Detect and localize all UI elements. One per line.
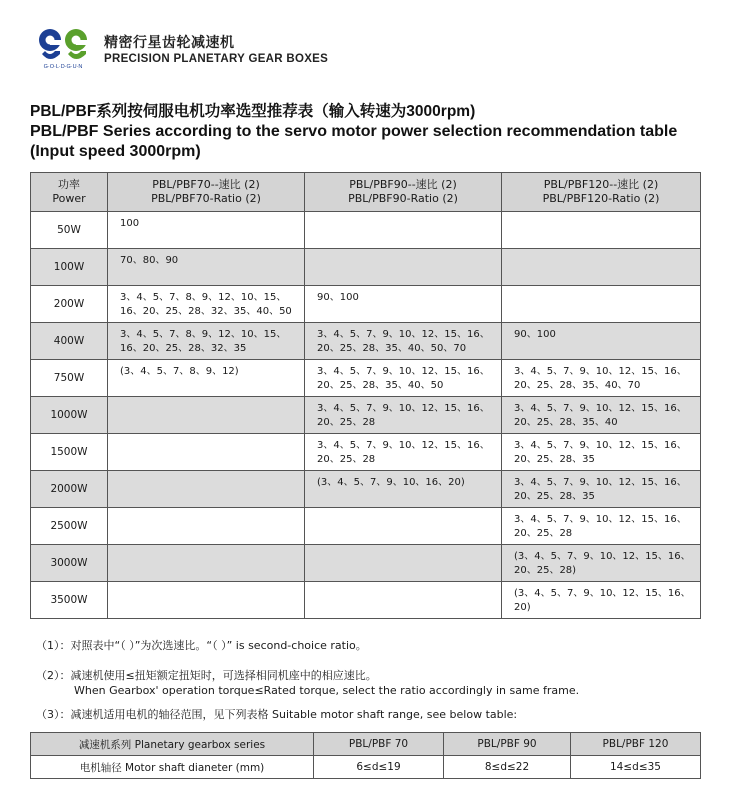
- ratio-cell-pbf120: [502, 397, 701, 434]
- table-body: [31, 212, 701, 619]
- ratio-cell-pbf90: [305, 397, 502, 434]
- ratio-line: 20): [514, 602, 531, 613]
- table-row: [31, 545, 701, 582]
- power-cell: 1000W: [31, 397, 108, 434]
- table-row: [31, 508, 701, 545]
- table-row: [31, 397, 701, 434]
- shaft-header-row: [31, 733, 701, 756]
- title-en-line2: (Input speed 3000rpm): [30, 143, 201, 160]
- ratio-cell-pbf120: [502, 471, 701, 508]
- power-cell: 750W: [31, 360, 108, 397]
- ratio-line: 3、4、5、7、9、10、12、15、16、: [514, 366, 687, 377]
- power-cell: 1500W: [31, 434, 108, 471]
- ratio-line: 3、4、5、7、9、10、12、15、16、: [317, 440, 490, 451]
- ratio-line: 20、25、28: [317, 454, 376, 465]
- ratio-line: 3、4、5、7、9、10、12、15、16、: [317, 403, 490, 414]
- ratio-cell-pbf70: [108, 471, 305, 508]
- ratio-cell-pbf90: [305, 212, 502, 249]
- note-2-en: When Gearbox' operation torque≤Rated torque, select the ratio accordingly in same frame.: [74, 684, 580, 697]
- ratio-cell-pbf70: [108, 212, 305, 249]
- power-cell: 50W: [31, 212, 108, 249]
- page-title: [30, 102, 710, 162]
- logo-subtext: G·O·L·D·G·U·N: [43, 64, 83, 70]
- ratio-line: 3、4、5、7、9、10、12、15、16、: [514, 477, 687, 488]
- table-header-row: [31, 173, 701, 212]
- ratio-line: 3、4、5、7、9、10、12、15、16、: [514, 403, 687, 414]
- ratio-cell-pbf70: [108, 249, 305, 286]
- ratio-line: 16、20、25、28、32、35、40、50: [120, 306, 292, 317]
- ratio-cell-pbf120: [502, 582, 701, 619]
- table-row: [31, 249, 701, 286]
- brand-name-cn: 精密行星齿轮减速机: [104, 35, 235, 51]
- ratio-cell-pbf70: [108, 508, 305, 545]
- power-cell: 2500W: [31, 508, 108, 545]
- ratio-line: 20、25、28、35、40、50: [317, 380, 444, 391]
- goldgun-logo: [36, 24, 94, 70]
- power-cell: 100W: [31, 249, 108, 286]
- ratio-cell-pbf120: [502, 545, 701, 582]
- ratio-line: 70、80、90: [120, 255, 179, 266]
- ratio-line: (3、4、5、7、9、10、16、20): [317, 477, 465, 488]
- table-row: [31, 212, 701, 249]
- ratio-line: 20、25、28、35、40: [514, 417, 618, 428]
- ratio-line: 3、4、5、7、9、10、12、15、16、: [317, 366, 490, 377]
- ratio-cell-pbf70: [108, 286, 305, 323]
- ratio-cell-pbf90: [305, 360, 502, 397]
- shaft-range-120: 14≤d≤35: [571, 756, 701, 779]
- header: [36, 22, 696, 72]
- ratio-line: 3、4、5、7、9、10、12、15、16、: [317, 329, 490, 340]
- title-en-line1: PBL/PBF Series according to the servo motor power selection recommendation table: [30, 123, 678, 140]
- ratio-cell-pbf120: [502, 508, 701, 545]
- table-row: [31, 434, 701, 471]
- header-pbf120: PBL/PBF120--速比 (2) PBL/PBF120-Ratio (2): [502, 173, 701, 212]
- shaft-header-90: PBL/PBF 90: [444, 733, 571, 756]
- shaft-label: 电机轴径 Motor shaft dianeter (mm): [31, 756, 314, 779]
- table-row: [31, 286, 701, 323]
- ratio-cell-pbf120: [502, 249, 701, 286]
- ratio-line: 20、25、28、35: [514, 491, 595, 502]
- ratio-cell-pbf120: [502, 323, 701, 360]
- header-pbf90: PBL/PBF90--速比 (2) PBL/PBF90-Ratio (2): [305, 173, 502, 212]
- brand-name-en: PRECISION PLANETARY GEAR BOXES: [104, 53, 329, 65]
- note-1: （1）：对照表中“（ ）”为次选速比。“（ ）” is second-choice ratio。: [36, 639, 367, 652]
- ratio-cell-pbf120: [502, 286, 701, 323]
- table-row: [31, 323, 701, 360]
- ratio-line: 16、20、25、28、32、35: [120, 343, 247, 354]
- ratio-line: 100: [120, 218, 140, 229]
- header-pbf70: PBL/PBF70--速比 (2) PBL/PBF70-Ratio (2): [108, 173, 305, 212]
- ratio-cell-pbf120: [502, 360, 701, 397]
- ratio-cell-pbf90: [305, 434, 502, 471]
- ratio-cell-pbf70: [108, 323, 305, 360]
- note-2: [36, 668, 579, 698]
- shaft-value-row: [31, 756, 701, 779]
- ratio-line: (3、4、5、7、8、9、12): [120, 366, 239, 377]
- ratio-cell-pbf70: [108, 434, 305, 471]
- ratio-line: 20、25、28、35、40、50、70: [317, 343, 467, 354]
- shaft-range-90: 8≤d≤22: [444, 756, 571, 779]
- shaft-range-table: [30, 732, 701, 779]
- ratio-line: 3、4、5、7、9、10、12、15、16、: [514, 440, 687, 451]
- ratio-line: 20、25、28、35: [514, 454, 595, 465]
- ratio-cell-pbf120: [502, 212, 701, 249]
- ratio-cell-pbf90: [305, 323, 502, 360]
- ratio-line: 20、25、28: [317, 417, 376, 428]
- table-row: [31, 360, 701, 397]
- selection-table: [30, 172, 701, 619]
- power-cell: 3000W: [31, 545, 108, 582]
- note-2-cn: （2）：减速机使用≤扭矩额定扭矩时，可选择相同机座中的相应速比。: [36, 669, 377, 682]
- ratio-cell-pbf90: [305, 545, 502, 582]
- ratio-cell-pbf90: [305, 471, 502, 508]
- ratio-cell-pbf70: [108, 360, 305, 397]
- table-row: [31, 471, 701, 508]
- ratio-line: 3、4、5、7、9、10、12、15、16、: [514, 514, 687, 525]
- header-power: 功率 Power: [31, 173, 108, 212]
- shaft-header-series: 减速机系列 Planetary gearbox series: [31, 733, 314, 756]
- ratio-cell-pbf70: [108, 582, 305, 619]
- ratio-cell-pbf70: [108, 545, 305, 582]
- ratio-cell-pbf90: [305, 249, 502, 286]
- ratio-line: 3、4、5、7、8、9、12、10、15、: [120, 329, 287, 340]
- power-cell: 2000W: [31, 471, 108, 508]
- ratio-line: (3、4、5、7、9、10、12、15、16、: [514, 551, 691, 562]
- shaft-range-70: 6≤d≤19: [314, 756, 444, 779]
- ratio-line: 90、100: [317, 292, 359, 303]
- ratio-cell-pbf120: [502, 434, 701, 471]
- ratio-cell-pbf90: [305, 508, 502, 545]
- power-cell: 200W: [31, 286, 108, 323]
- ratio-line: 90、100: [514, 329, 556, 340]
- ratio-cell-pbf90: [305, 286, 502, 323]
- title-cn: PBL/PBF系列按伺服电机功率选型推荐表（输入转速为3000rpm): [30, 103, 476, 120]
- shaft-header-120: PBL/PBF 120: [571, 733, 701, 756]
- ratio-line: 20、25、28、35、40、70: [514, 380, 641, 391]
- power-cell: 3500W: [31, 582, 108, 619]
- ratio-cell-pbf70: [108, 397, 305, 434]
- shaft-header-70: PBL/PBF 70: [314, 733, 444, 756]
- table-row: [31, 582, 701, 619]
- ratio-cell-pbf90: [305, 582, 502, 619]
- ratio-line: (3、4、5、7、9、10、12、15、16、: [514, 588, 691, 599]
- note-3: （3）：减速机适用电机的轴径范围，见下列表格 Suitable motor shaft range, see below table:: [36, 708, 518, 721]
- ratio-line: 20、25、28: [514, 528, 573, 539]
- ratio-line: 20、25、28): [514, 565, 577, 576]
- power-cell: 400W: [31, 323, 108, 360]
- ratio-line: 3、4、5、7、8、9、12、10、15、: [120, 292, 287, 303]
